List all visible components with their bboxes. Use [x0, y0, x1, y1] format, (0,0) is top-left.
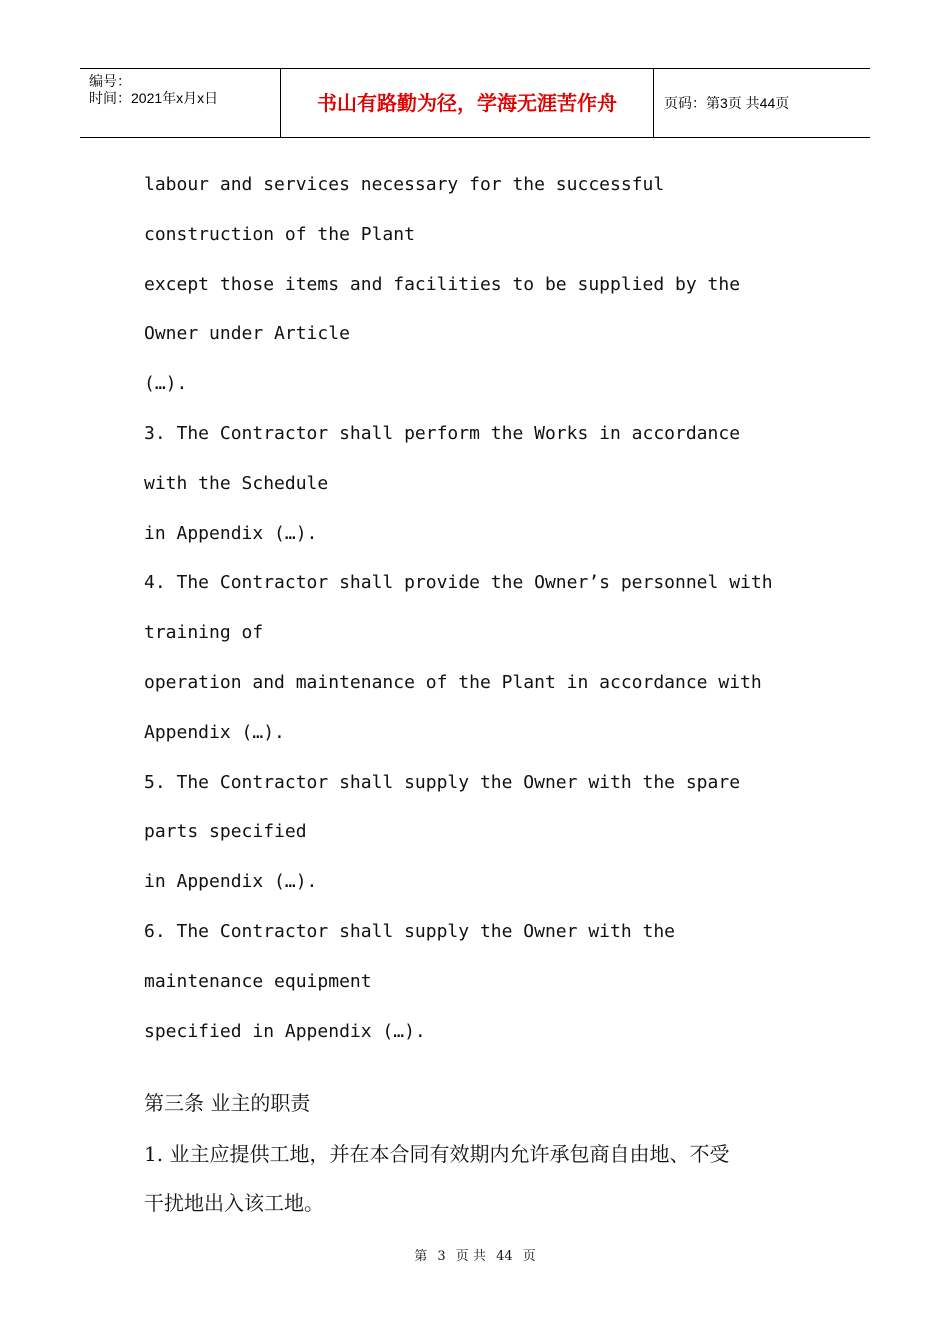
header-page-info: 页码：第3页 共44页	[664, 95, 790, 111]
serial-label: 编号：	[89, 73, 131, 89]
header-slogan: 书山有路勤为径，学海无涯苦作舟	[281, 69, 654, 137]
footer-label: 页	[522, 1249, 536, 1264]
body-line: 5. The Contractor shall supply the Owner with the spare	[144, 771, 741, 793]
footer-label: 页 共	[455, 1249, 486, 1264]
body-line: Owner under Article	[144, 323, 350, 345]
document-body	[144, 160, 824, 1056]
body-line: labour and services necessary for the successful	[144, 174, 665, 195]
body-line: maintenance equipment	[144, 970, 372, 992]
body-line: with the Schedule	[144, 472, 329, 494]
footer-label: 第	[414, 1249, 428, 1264]
body-line: 3. The Contractor shall perform the Works in accordance	[144, 422, 741, 444]
body-line: except those items and facilities to be supplied by the	[144, 273, 741, 295]
page-header	[80, 68, 870, 138]
body-line: specified in Appendix (…).	[144, 1020, 426, 1042]
body-line: Appendix (…).	[144, 721, 285, 743]
body-line: in Appendix (…).	[144, 871, 318, 893]
header-meta	[80, 69, 281, 137]
body-line: 4. The Contractor shall provide the Owner’s personnel with	[144, 572, 773, 594]
page-footer	[0, 1245, 950, 1264]
body-line: construction of the Plant	[144, 223, 415, 245]
body-line: 6. The Contractor shall supply the Owner with the	[144, 920, 676, 942]
body-line: (…).	[144, 373, 188, 395]
body-line: parts specified	[144, 821, 307, 843]
body-line: operation and maintenance of the Plant in accordance with	[144, 671, 762, 693]
body-line: training of	[144, 622, 264, 644]
section-heading: 第三条 业主的职责	[144, 1091, 311, 1115]
body-line: in Appendix (…).	[144, 522, 318, 544]
footer-page-number: 3	[437, 1249, 446, 1264]
time-label: 时间：2021年x月x日	[89, 90, 219, 106]
section-paragraph-line: 1. 业主应提供工地，并在本合同有效期内允许承包商自由地、不受	[144, 1142, 730, 1166]
section-paragraph-line: 干扰地出入该工地。	[144, 1191, 324, 1215]
footer-total-pages: 44	[496, 1249, 513, 1264]
